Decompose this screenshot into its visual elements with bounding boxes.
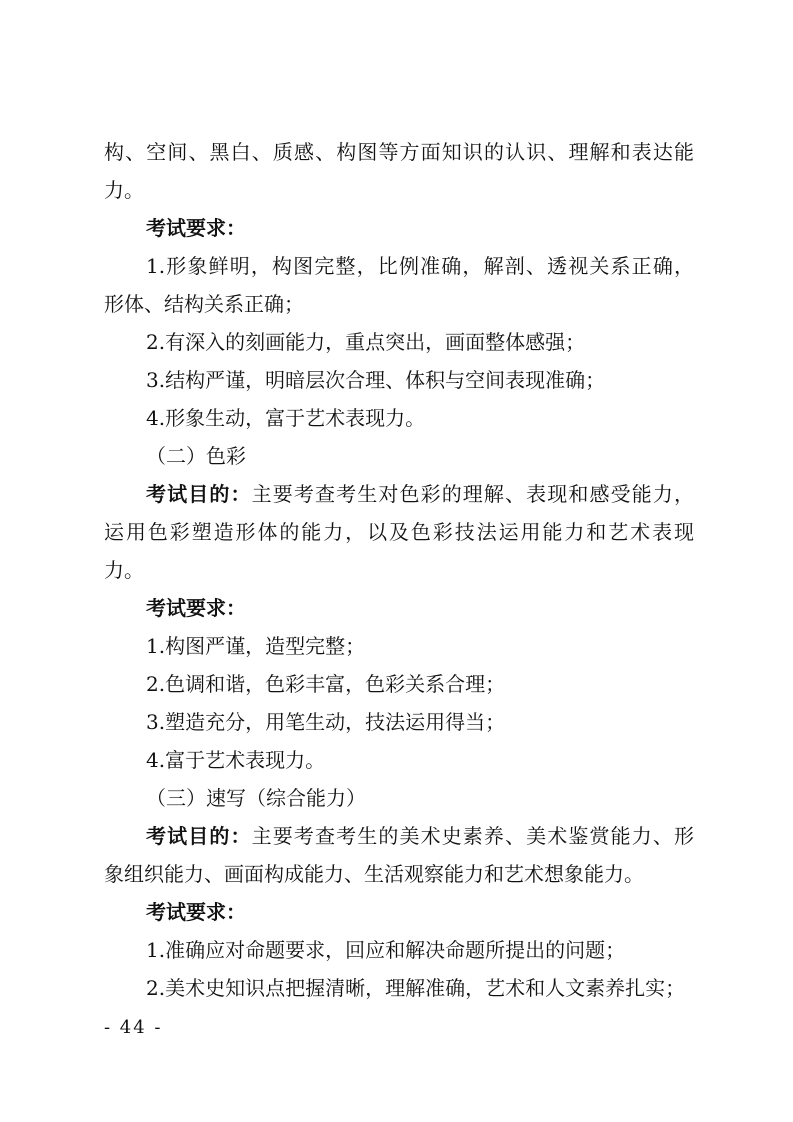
section-heading: 考试要求： bbox=[146, 216, 246, 240]
subsection-title: （二）色彩 bbox=[146, 444, 246, 468]
section-heading: 考试要求： bbox=[146, 596, 246, 620]
paragraph-text: 主要考查考生的美术史素养、美术鉴赏能力、形 bbox=[251, 824, 695, 848]
section-heading: 考试要求： bbox=[146, 900, 246, 924]
body-line: 力。 bbox=[104, 178, 144, 202]
body-line: 力。 bbox=[104, 558, 144, 582]
body-line: 形体、结构关系正确； bbox=[104, 292, 304, 316]
paragraph-text: 主要考查考生对色彩的理解、表现和感受能力， bbox=[251, 482, 695, 506]
list-item: 1.形象鲜明，构图完整，比例准确，解剖、透视关系正确， bbox=[146, 254, 694, 278]
list-item: 3.塑造充分，用笔生动，技法运用得当； bbox=[146, 710, 506, 734]
list-item: 2.色调和谐，色彩丰富，色彩关系合理； bbox=[146, 672, 506, 696]
label-exam-purpose: 考试目的： bbox=[146, 482, 252, 506]
list-item: 1.构图严谨，造型完整； bbox=[146, 634, 366, 658]
body-line: 运用色彩塑造形体的能力，以及色彩技法运用能力和艺术表现 bbox=[104, 520, 694, 544]
list-item: 4.形象生动，富于艺术表现力。 bbox=[146, 406, 426, 430]
list-item: 3.结构严谨，明暗层次合理、体积与空间表现准确； bbox=[146, 368, 606, 392]
body-line: 象组织能力、画面构成能力、生活观察能力和艺术想象能力。 bbox=[104, 862, 644, 886]
paragraph-line bbox=[146, 480, 694, 508]
list-item: 2.有深入的刻画能力，重点突出，画面整体感强； bbox=[146, 330, 586, 354]
paragraph-line bbox=[146, 822, 694, 850]
subsection-title: （三）速写（综合能力） bbox=[146, 786, 366, 810]
label-exam-purpose: 考试目的： bbox=[146, 824, 252, 848]
page-number: - 44 - bbox=[104, 1017, 163, 1038]
body-line: 构、空间、黑白、质感、构图等方面知识的认识、理解和表达能 bbox=[104, 140, 694, 164]
list-item: 1.准确应对命题要求，回应和解决命题所提出的问题； bbox=[146, 938, 626, 962]
list-item: 2.美术史知识点把握清晰，理解准确，艺术和人文素养扎实； bbox=[146, 976, 686, 1000]
list-item: 4.富于艺术表现力。 bbox=[146, 748, 326, 772]
